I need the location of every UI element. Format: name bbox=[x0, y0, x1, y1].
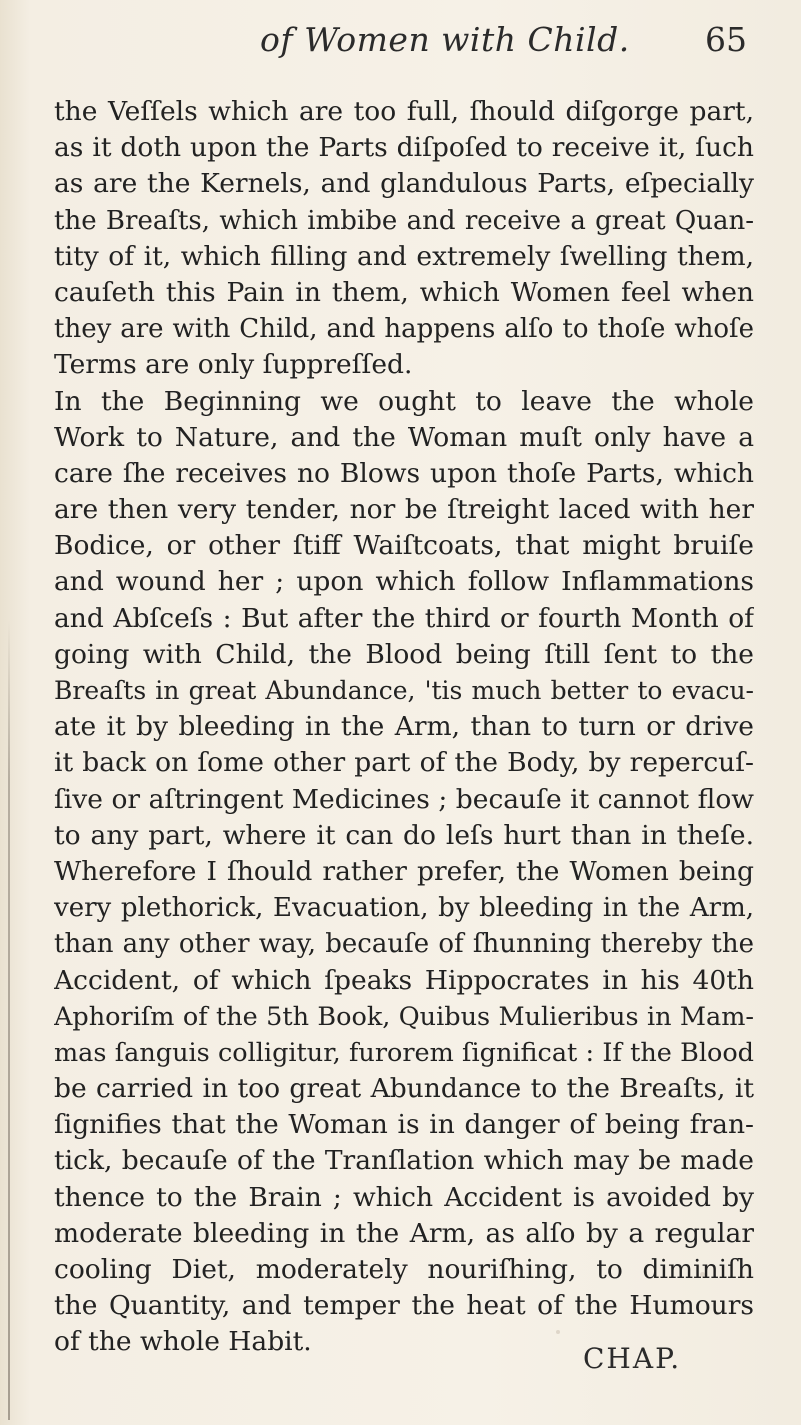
text-line: ate it by bleeding in the Arm, than to turn or drive bbox=[54, 711, 754, 743]
body-text bbox=[54, 94, 754, 1361]
gutter-shadow bbox=[8, 620, 10, 1420]
text-line: going with Child, the Blood being ſtill ſent to the bbox=[54, 638, 754, 670]
text-line: thence to the Brain ; which Accident is avoided by bbox=[54, 1181, 754, 1213]
text-line: than any other way, becauſe of ſhunning thereby the bbox=[54, 929, 754, 960]
text-line: In the Beginning we ought to leave the whole bbox=[54, 385, 754, 417]
text-line: Aphoriſm of the 5th Book, Quibus Mulieribus in Mam- bbox=[54, 1001, 754, 1032]
text-line: and wound her ; upon which follow Inflammations bbox=[54, 566, 754, 598]
text-line: they are with Child, and happens alſo to thoſe whoſe bbox=[54, 314, 754, 345]
text-line: Terms are only ſuppreſſed. bbox=[54, 349, 413, 381]
text-line: as it doth upon the Parts diſpoſed to receive it, ſuch bbox=[54, 132, 754, 164]
text-line: Work to Nature, and the Woman muſt only have a bbox=[54, 421, 754, 453]
text-line: be carried in too great Abundance to the Breaſts, it bbox=[54, 1073, 754, 1105]
text-line: Bodice, or other ſtiff Waiſtcoats, that might bruiſe bbox=[54, 530, 754, 562]
text-line: care ſhe receives no Blows upon thoſe Parts, which bbox=[54, 457, 754, 489]
text-line: as are the Kernels, and glandulous Parts, eſpecially bbox=[54, 168, 754, 200]
text-line: tick, becauſe of the Tranſlation which may be made bbox=[54, 1145, 754, 1177]
running-head: of Women with Child. bbox=[260, 20, 630, 59]
catchword: CHAP. bbox=[583, 1342, 682, 1375]
text-line: ſignifies that the Woman is in danger of being fran- bbox=[54, 1109, 754, 1141]
text-line: the Quantity, and temper the heat of the Humours bbox=[54, 1290, 754, 1322]
text-line: of the whole Habit. bbox=[54, 1326, 312, 1358]
text-line: cooling Diet, moderately nouriſhing, to diminiſh bbox=[54, 1254, 754, 1285]
text-line: Breaſts in great Abundance, 'tis much better to evacu- bbox=[54, 676, 754, 705]
page-header bbox=[0, 12, 801, 72]
text-line: the Veſſels which are too full, ſhould diſgorge part, bbox=[54, 96, 754, 127]
text-line: moderate bleeding in the Arm, as alſo by a regular bbox=[54, 1217, 754, 1249]
text-line: and Abſceſs : But after the third or fourth Month of bbox=[54, 602, 754, 634]
text-line: Accident, of which ſpeaks Hippocrates in his 40th bbox=[54, 964, 754, 996]
text-line: ſive or aſtringent Medicines ; becauſe it cannot flow bbox=[54, 783, 754, 815]
text-line: tity of it, which filling and extremely ſwelling them, bbox=[54, 240, 754, 272]
text-line: mas ſanguis colligitur, furorem ſignificat : If the Blood bbox=[54, 1037, 754, 1068]
text-line: it back on ſome other part of the Body, by repercuſ- bbox=[54, 747, 754, 779]
text-line: the Breaſts, which imbibe and receive a great Quan- bbox=[54, 205, 754, 236]
text-line: to any part, where it can do leſs hurt than in theſe. bbox=[54, 819, 754, 851]
text-line: Wherefore I ſhould rather prefer, the Women being bbox=[54, 855, 754, 887]
text-line: are then very tender, nor be ſtreight laced with her bbox=[54, 494, 754, 526]
text-line: very plethorick, Evacuation, by bleeding in the Arm, bbox=[54, 893, 754, 924]
text-line: cauſeth this Pain in them, which Women feel when bbox=[54, 276, 754, 308]
page-number: 65 bbox=[705, 20, 747, 59]
